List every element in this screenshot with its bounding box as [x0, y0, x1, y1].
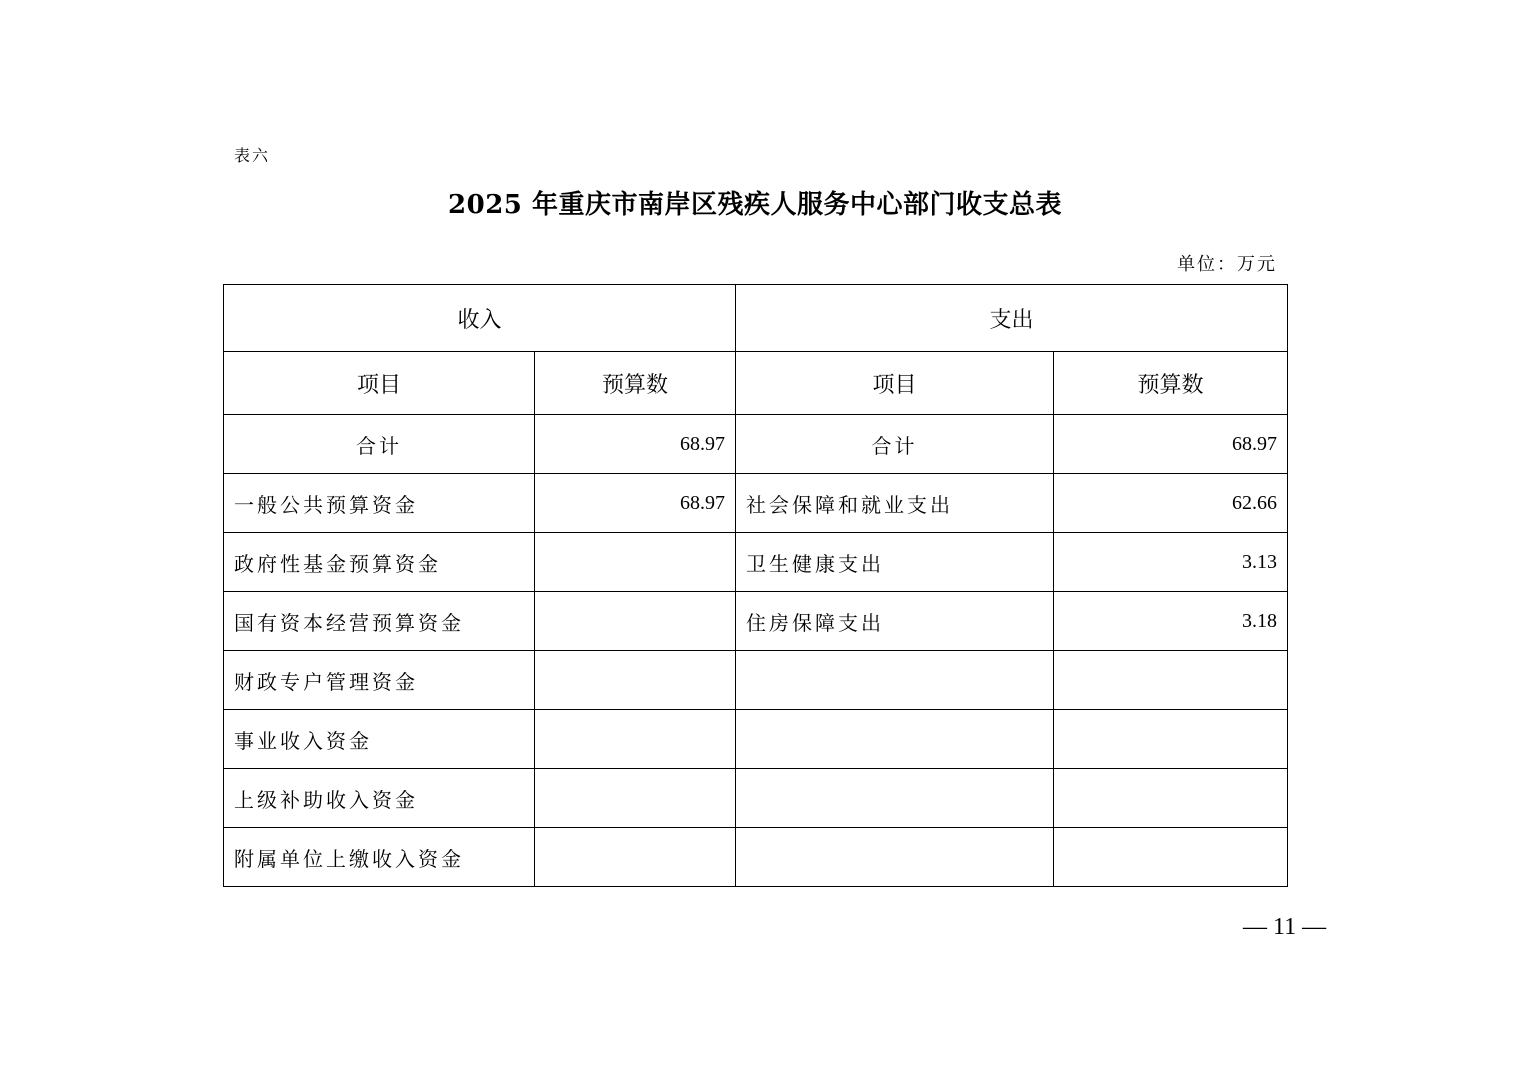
- expense-total-label: 合计: [736, 415, 1054, 474]
- income-item: 事业收入资金: [224, 710, 535, 769]
- income-item: 财政专户管理资金: [224, 651, 535, 710]
- expense-amount: [1054, 651, 1288, 710]
- income-amount: 68.97: [535, 474, 736, 533]
- income-section-header: 收入: [224, 285, 736, 352]
- income-item: 附属单位上缴收入资金: [224, 828, 535, 887]
- table-row: [224, 828, 1288, 887]
- income-item: 国有资本经营预算资金: [224, 592, 535, 651]
- expense-item: 社会保障和就业支出: [736, 474, 1054, 533]
- expense-item: [736, 651, 1054, 710]
- table-row: [224, 769, 1288, 828]
- table-row: [224, 592, 1288, 651]
- expense-item: [736, 769, 1054, 828]
- expense-amount-header: 预算数: [1054, 352, 1288, 415]
- expense-section-header: 支出: [736, 285, 1288, 352]
- income-amount: [535, 710, 736, 769]
- table-row: [224, 710, 1288, 769]
- income-item-header: 项目: [224, 352, 535, 415]
- expense-item-header: 项目: [736, 352, 1054, 415]
- expense-total-value: 68.97: [1054, 415, 1288, 474]
- page-number: — 11 —: [1243, 914, 1327, 940]
- table-row: [224, 533, 1288, 592]
- table-row: [224, 651, 1288, 710]
- table-row: [224, 474, 1288, 533]
- unit-label: 单位：万元: [1177, 254, 1277, 275]
- expense-amount: [1054, 769, 1288, 828]
- expense-item: [736, 710, 1054, 769]
- income-amount-header: 预算数: [535, 352, 736, 415]
- expense-amount: 3.13: [1054, 533, 1288, 592]
- income-amount: [535, 651, 736, 710]
- income-item: 政府性基金预算资金: [224, 533, 535, 592]
- income-amount: [535, 592, 736, 651]
- income-item: 一般公共预算资金: [224, 474, 535, 533]
- column-header-row: [224, 352, 1288, 415]
- table-label: 表六: [234, 146, 271, 165]
- expense-amount: 3.18: [1054, 592, 1288, 651]
- income-item: 上级补助收入资金: [224, 769, 535, 828]
- expense-item: [736, 828, 1054, 887]
- expense-item: 卫生健康支出: [736, 533, 1054, 592]
- income-amount: [535, 769, 736, 828]
- budget-summary-table: [223, 284, 1288, 887]
- page-title: 2025 年重庆市南岸区残疾人服务中心部门收支总表: [448, 190, 1062, 220]
- expense-amount: [1054, 710, 1288, 769]
- income-total-label: 合计: [224, 415, 535, 474]
- expense-amount: 62.66: [1054, 474, 1288, 533]
- income-amount: [535, 533, 736, 592]
- income-total-value: 68.97: [535, 415, 736, 474]
- expense-item: 住房保障支出: [736, 592, 1054, 651]
- income-amount: [535, 828, 736, 887]
- expense-amount: [1054, 828, 1288, 887]
- total-row: [224, 415, 1288, 474]
- section-header-row: [224, 285, 1288, 352]
